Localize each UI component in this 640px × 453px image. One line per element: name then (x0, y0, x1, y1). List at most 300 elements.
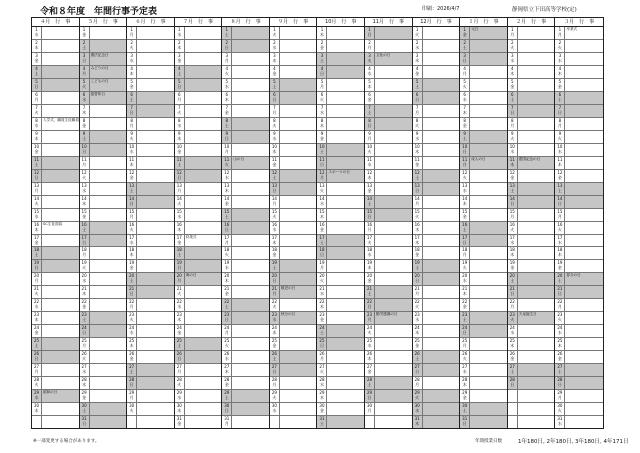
day-number: 5 (415, 78, 419, 84)
day-number: 27 (462, 364, 468, 370)
event-text (185, 325, 222, 337)
event-text (185, 27, 222, 39)
day-number: 27 (81, 364, 87, 370)
day-cell (508, 105, 518, 117)
day-row (270, 390, 317, 403)
day-number: 14 (176, 195, 182, 201)
weekday: 土 (367, 200, 372, 206)
weekday: 日 (129, 382, 134, 388)
day-cell (508, 273, 518, 285)
day-row (175, 377, 222, 390)
day-row (270, 325, 317, 338)
day-cell (413, 79, 423, 91)
day-cell (460, 196, 470, 208)
weekday: 水 (462, 96, 467, 102)
day-cell (508, 325, 518, 337)
day-row (175, 196, 222, 209)
weekday: 月 (224, 57, 229, 63)
day-row (32, 403, 79, 416)
day-row (317, 338, 364, 351)
day-cell (365, 92, 375, 104)
event-text (90, 196, 127, 208)
weekday: 土 (129, 278, 134, 284)
day-number: 22 (176, 299, 182, 305)
day-row (80, 105, 127, 118)
day-cell (32, 351, 42, 363)
day-number: 20 (367, 273, 373, 279)
day-cell (413, 364, 423, 376)
event-text (280, 390, 317, 402)
day-number: 28 (224, 377, 230, 383)
day-number: 17 (462, 234, 468, 240)
day-cell (127, 183, 137, 195)
weekday: 土 (319, 421, 324, 427)
day-row (365, 351, 412, 364)
event-text (232, 351, 269, 363)
event-text (565, 183, 603, 195)
day-cell (460, 312, 470, 324)
day-number: 11 (81, 156, 87, 162)
day-cell (175, 209, 185, 221)
day-cell (32, 66, 42, 78)
event-text (137, 351, 174, 363)
event-text (90, 222, 127, 234)
day-number: 10 (224, 143, 230, 149)
day-row (508, 40, 555, 53)
day-number: 2 (225, 39, 229, 45)
day-number: 28 (414, 377, 420, 383)
day-number: 22 (509, 299, 515, 305)
day-cell (80, 377, 90, 389)
day-row (413, 377, 460, 390)
day-row (460, 403, 507, 416)
day-cell (32, 377, 42, 389)
day-cell (413, 247, 423, 259)
day-row (555, 157, 603, 170)
weekday: 金 (224, 109, 229, 115)
day-row (175, 222, 222, 235)
event-text (327, 299, 364, 311)
event-text (232, 131, 269, 143)
weekday: 水 (510, 330, 515, 336)
event-text (42, 66, 79, 78)
day-number: 22 (319, 299, 325, 305)
day-number: 10 (33, 143, 40, 149)
day-row (365, 416, 412, 428)
day-number: 29 (81, 390, 87, 396)
event-text (375, 118, 412, 130)
day-cell (175, 312, 185, 324)
day-number: 19 (557, 260, 563, 266)
weekday: 土 (462, 408, 467, 414)
event-text (42, 157, 79, 169)
day-number: 4 (511, 65, 514, 71)
event-text (470, 325, 507, 337)
day-number: 21 (462, 286, 468, 292)
weekday: 月 (367, 135, 372, 141)
day-row (413, 260, 460, 273)
event-text (280, 299, 317, 311)
event-text (565, 260, 603, 272)
day-number: 6 (463, 91, 466, 97)
event-text (518, 118, 555, 130)
weekday: 火 (224, 70, 229, 76)
event-text (518, 66, 555, 78)
event-text (42, 209, 79, 221)
day-row (508, 66, 555, 79)
weekday: 木 (177, 44, 182, 50)
day-row (555, 53, 603, 66)
weekday: 木 (462, 109, 467, 115)
event-text (137, 416, 174, 428)
day-cell (317, 325, 327, 337)
weekday: 月 (367, 317, 372, 323)
day-cell (413, 222, 423, 234)
day-cell (460, 260, 470, 272)
weekday: 日 (34, 83, 39, 89)
day-row (555, 170, 603, 183)
day-row (175, 53, 222, 66)
day-row (555, 247, 603, 260)
weekday: 月 (129, 395, 134, 401)
day-cell (317, 312, 327, 324)
event-text (565, 403, 603, 415)
day-row (80, 157, 127, 170)
weekday: 月 (557, 395, 562, 401)
weekday: 月 (129, 213, 134, 219)
day-number: 25 (129, 338, 135, 344)
day-cell (270, 196, 280, 208)
day-number: 24 (367, 325, 373, 331)
weekday: 木 (34, 317, 39, 323)
day-cell (222, 131, 232, 143)
day-cell (317, 66, 327, 78)
day-row (222, 144, 269, 157)
day-cell (127, 118, 137, 130)
day-cell (555, 247, 565, 259)
day-cell (32, 390, 42, 402)
weekday: 日 (319, 252, 324, 258)
event-text (423, 183, 460, 195)
day-row (317, 390, 364, 403)
day-cell (222, 286, 232, 298)
weekday: 月 (177, 187, 182, 193)
day-row (413, 235, 460, 248)
event-text (327, 157, 364, 169)
event-text (423, 351, 460, 363)
day-row (413, 209, 460, 222)
event-text (470, 377, 507, 389)
day-cell (365, 222, 375, 234)
day-number: 1 (225, 27, 229, 32)
day-cell (32, 118, 42, 130)
weekday: 木 (367, 83, 372, 89)
day-number: 16 (129, 221, 135, 227)
weekday: 土 (415, 174, 420, 180)
day-number: 10 (129, 143, 135, 149)
day-cell (555, 377, 565, 389)
day-row (222, 105, 269, 118)
day-row (317, 260, 364, 273)
day-row (508, 131, 555, 144)
day-cell (80, 351, 90, 363)
day-row (317, 157, 364, 170)
day-cell (175, 222, 185, 234)
weekday: 土 (82, 408, 87, 414)
day-number: 21 (509, 286, 515, 292)
weekday: 金 (82, 122, 87, 128)
day-cell (175, 247, 185, 259)
day-number: 21 (367, 286, 373, 292)
day-number: 23 (414, 312, 420, 318)
day-cell (32, 312, 42, 324)
day-number: 17 (414, 234, 420, 240)
day-number: 3 (511, 52, 514, 58)
day-cell (555, 338, 565, 350)
day-cell (127, 403, 137, 415)
day-cell (365, 118, 375, 130)
weekday: 金 (34, 239, 39, 245)
weekday: 木 (557, 343, 562, 349)
event-text (518, 390, 555, 402)
day-row (222, 338, 269, 351)
weekday: 水 (557, 330, 562, 336)
day-cell (127, 338, 137, 350)
day-row (270, 183, 317, 196)
day-cell (32, 235, 42, 247)
day-cell (80, 338, 90, 350)
day-cell (460, 390, 470, 402)
day-cell (508, 144, 518, 156)
day-number: 11 (271, 156, 277, 162)
weekday: 水 (557, 57, 562, 63)
day-number: 27 (509, 364, 515, 370)
event-text (423, 247, 460, 259)
day-row (222, 364, 269, 377)
weekday: 水 (34, 122, 39, 128)
day-row (270, 105, 317, 118)
weekday: 日 (510, 109, 515, 115)
day-number: 6 (558, 91, 562, 97)
weekday: 土 (224, 395, 229, 401)
day-cell (317, 351, 327, 363)
weekday: 土 (34, 252, 39, 258)
day-row (270, 403, 317, 416)
event-text (185, 40, 222, 52)
day-row (270, 66, 317, 79)
day-row (127, 105, 174, 118)
day-cell (365, 299, 375, 311)
day-row (222, 325, 269, 338)
day-cell (80, 299, 90, 311)
day-number: 19 (81, 260, 87, 266)
day-number: 17 (176, 234, 182, 240)
weekday: 木 (415, 148, 420, 154)
day-number: 8 (320, 117, 324, 123)
event-text (423, 92, 460, 104)
day-cell (175, 157, 185, 169)
day-number: 21 (129, 286, 135, 292)
day-cell (175, 299, 185, 311)
day-number: 19 (414, 260, 420, 266)
day-cell (317, 183, 327, 195)
event-text (518, 79, 555, 91)
day-number: 10 (557, 143, 563, 149)
day-number: 24 (81, 325, 87, 331)
event-text (232, 209, 269, 221)
event-text: 春分の日 (566, 273, 581, 278)
day-cell (317, 40, 327, 52)
day-row (413, 403, 460, 416)
weekday: 月 (557, 32, 562, 37)
day-row (270, 273, 317, 286)
event-text: 終業式 (185, 234, 197, 239)
day-cell (222, 235, 232, 247)
day-row (127, 325, 174, 338)
day-cell (175, 390, 185, 402)
day-row (80, 338, 127, 351)
day-row (413, 351, 460, 364)
day-cell (175, 364, 185, 376)
weekday: 金 (415, 252, 420, 258)
weekday: 火 (319, 187, 324, 193)
day-cell (365, 312, 375, 324)
day-number: 17 (367, 234, 373, 240)
month-header: ４月 行 事 (32, 18, 79, 27)
weekday: 水 (272, 44, 277, 50)
weekday: 金 (129, 265, 134, 271)
weekday: 水 (415, 44, 420, 50)
event-text (423, 235, 460, 247)
day-number: 25 (81, 338, 87, 344)
weekday: 水 (272, 135, 277, 141)
event-text (375, 170, 412, 182)
weekday: 土 (272, 356, 277, 362)
weekday: 木 (557, 161, 562, 167)
weekday: 金 (367, 369, 372, 375)
day-number: 8 (130, 117, 133, 123)
day-number: 28 (129, 377, 135, 383)
weekday: 木 (82, 382, 87, 388)
day-number: 25 (319, 338, 325, 344)
day-number: 15 (81, 208, 87, 214)
day-row (80, 222, 127, 235)
day-cell (460, 131, 470, 143)
day-number: 20 (129, 273, 135, 279)
event-text (232, 27, 269, 39)
day-row (175, 209, 222, 222)
weekday: 土 (319, 57, 324, 63)
day-row (365, 364, 412, 377)
weekday: 金 (224, 382, 229, 388)
weekday: 月 (510, 304, 515, 310)
day-number: 16 (462, 221, 468, 227)
day-number: 17 (129, 234, 135, 240)
day-number: 30 (414, 403, 420, 409)
day-cell (365, 53, 375, 65)
day-number: 19 (271, 260, 277, 266)
day-row (508, 79, 555, 92)
event-text (470, 403, 507, 415)
event-text (232, 390, 269, 402)
event-text (375, 105, 412, 117)
day-number: 29 (414, 390, 420, 396)
event-text (565, 92, 603, 104)
day-cell (413, 27, 423, 39)
day-number: 16 (414, 221, 420, 227)
day-cell (508, 131, 518, 143)
day-cell (508, 209, 518, 221)
event-text: 卒業式 (566, 27, 578, 31)
day-cell (508, 92, 518, 104)
weekday: 月 (272, 200, 277, 206)
event-text (470, 209, 507, 221)
day-number: 2 (415, 39, 419, 45)
day-row (222, 299, 269, 312)
event-text (280, 364, 317, 376)
weekday: 木 (510, 161, 515, 167)
day-row (270, 247, 317, 260)
day-row (365, 403, 412, 416)
day-row (555, 377, 603, 390)
weekday: 月 (272, 109, 277, 115)
day-cell (508, 286, 518, 298)
event-text (42, 53, 79, 65)
day-row (317, 118, 364, 131)
month-column (365, 18, 413, 428)
weekday: 月 (272, 291, 277, 297)
day-number: 4 (273, 65, 276, 71)
day-cell (270, 118, 280, 130)
event-text: 振替休日 (90, 91, 105, 96)
day-number: 8 (273, 117, 276, 123)
weekday: 月 (462, 252, 467, 258)
day-cell (270, 273, 280, 285)
day-number: 26 (271, 351, 277, 357)
day-number: 12 (224, 169, 230, 175)
day-cell (460, 27, 470, 39)
event-text (423, 299, 460, 311)
day-number: 13 (462, 182, 468, 188)
weekday: 木 (272, 239, 277, 245)
event-text (423, 40, 460, 52)
weekday: 日 (462, 421, 467, 427)
weekday: 金 (415, 161, 420, 167)
day-row (508, 299, 555, 312)
event-text (90, 390, 127, 402)
day-row (222, 222, 269, 235)
day-row (270, 79, 317, 92)
day-row (508, 92, 555, 105)
weekday: 月 (82, 161, 87, 167)
event-text (470, 273, 507, 285)
event-text (327, 235, 364, 247)
day-cell (127, 325, 137, 337)
day-number: 20 (81, 273, 87, 279)
event-text (423, 338, 460, 350)
event-text (185, 131, 222, 143)
weekday: 土 (224, 213, 229, 219)
weekday: 日 (82, 57, 87, 63)
day-number: 24 (271, 325, 277, 331)
day-number: 6 (415, 91, 419, 97)
event-text (232, 196, 269, 208)
day-row (270, 40, 317, 53)
day-row (175, 79, 222, 92)
weekday: 日 (319, 70, 324, 76)
weekday: 日 (462, 239, 467, 245)
event-text (232, 53, 269, 65)
